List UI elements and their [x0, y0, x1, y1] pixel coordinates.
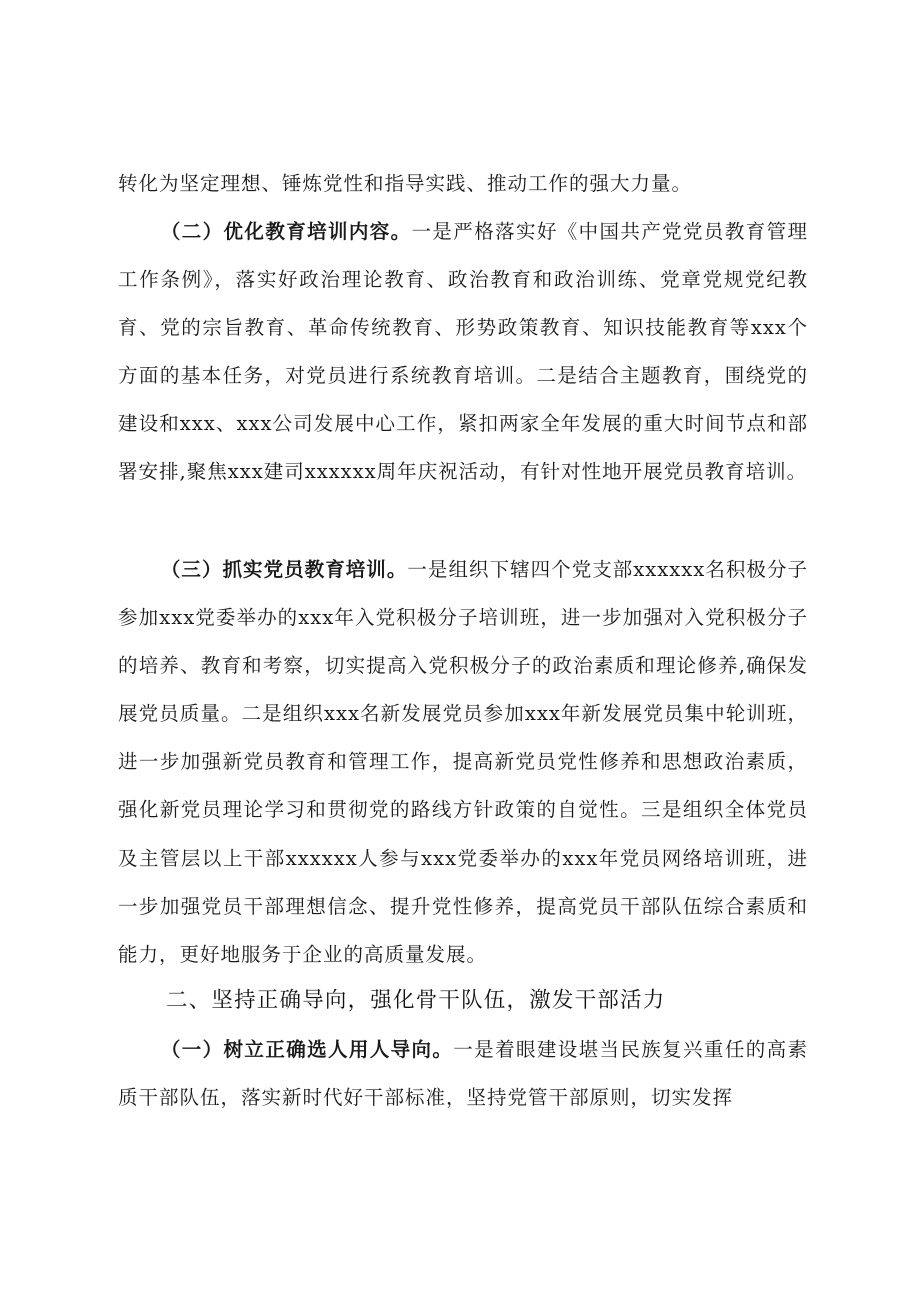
paragraph-text: 一是严格落实好《中国共产党党员教育管理工作条例》，落实好政治理论教育、政治教育和政治训练、党章党规党纪教育、党的宗旨教育、革命传统教育、形势政策教育、知识技能教育等xxx个方面的基本任务，对党员进行系统教育培训。二是结合主题教育，围绕党的建设和xxx、xxx公司发展中心工作，紧扣两家全年发展的重大时间节点和部署安排,聚焦xxx建司xxxxxx周年庆祝活动，有针对性地开展党员教育培训。	[118, 220, 808, 484]
section-heading: 二、坚持正确导向，强化骨干队伍，激发干部活力	[166, 988, 666, 1013]
section-lead-title: （三）抓实党员教育培训。	[160, 558, 408, 581]
section-lead-title: （一）树立正确选人用人导向。	[160, 1038, 454, 1061]
section-lead-title: （二）优化教育培训内容。	[160, 220, 412, 243]
paragraph-continuation	[118, 160, 808, 208]
paragraph-subsection-1	[118, 1026, 808, 1122]
paragraph-text: 一是组织下辖四个党支部xxxxxx名积极分子参加xxx党委举办的xxx年入党积极分子培训班，进一步加强对入党积极分子的培养、教育和考察，切实提高入党积极分子的政治素质和理论修养,确保发展党员质量。二是组织xxx名新发展党员参加xxx年新发展党员集中轮训班，进一步加强新党员教育和管理工作，提高新党员党性修养和思想政治素质，强化新党员理论学习和贯彻党的路线方针政策的自觉性。三是组织全体党员及主管层以上干部xxxxxx人参与xxx党委举办的xxx年党员网络培训班，进一步加强党员干部理想信念、提升党性修养，提高党员干部队伍综合素质和能力，更好地服务于企业的高质量发展。	[118, 558, 808, 966]
paragraph-text: 一是着眼建设堪当民族复兴重任的高素质干部队伍，落实新时代好干部标准，坚持党管干部原则，切实发挥	[118, 1038, 808, 1110]
paragraph-section-2	[118, 208, 808, 497]
paragraph-text: 转化为坚定理想、锤炼党性和指导实践、推动工作的强大力量。	[118, 172, 693, 195]
paragraph-section-3	[118, 546, 808, 979]
